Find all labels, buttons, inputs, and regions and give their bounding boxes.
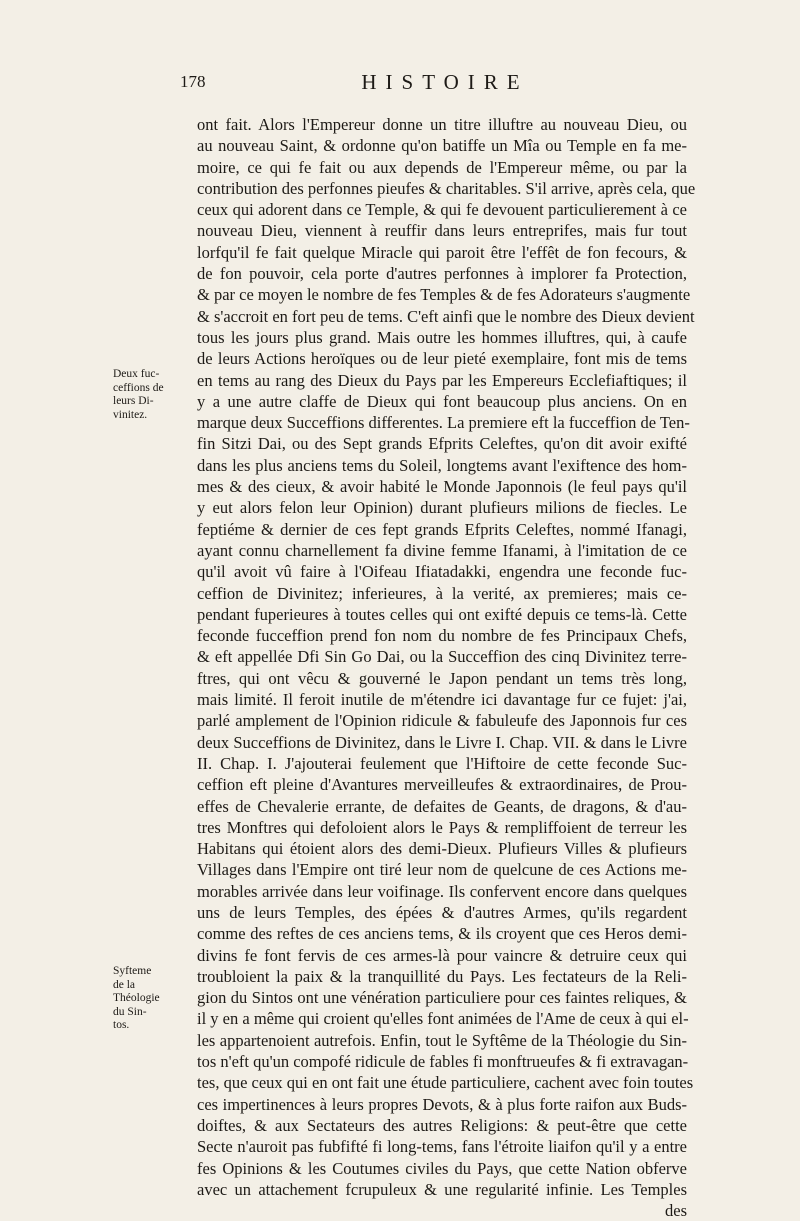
text-line: comme des reftes de ces anciens tems, & ils croyent que ces Heros demi- — [197, 924, 687, 944]
text-line: au nouveau Saint, & ordonne qu'on batiffe un Mîa ou Temple en fa me- — [197, 136, 687, 156]
text-line: fin Sitzi Dai, ou des Sept grands Efprits Celeftes, qu'on dit avoir exifté — [197, 434, 687, 454]
text-line: marque deux Succeffions differentes. La premiere eft la fucceffion de Ten- — [197, 413, 690, 433]
margin-note-line: Syfteme — [113, 965, 152, 977]
text-line: qu'il avoit vû faire à l'Oifeau Ifiatadakki, engendra une feconde fuc- — [197, 562, 687, 582]
margin-note-line: Deux fuc- — [113, 368, 160, 380]
text-line: mais limité. Il feroit inutile de m'étendre ici davantage fur ce fujet: j'ai, — [197, 690, 687, 710]
margin-note-line: tos. — [113, 1019, 130, 1032]
text-line: ceffion de Divinitez; inferieures, à la verité, ax premieres; mais ce- — [197, 583, 687, 603]
text-line: Villages dans l'Empire ont tiré leur nom de quelcune de ces Actions me- — [197, 860, 687, 880]
text-line: ayant connu charnellement fa divine femme Ifanami, à l'imitation de ce — [197, 540, 687, 560]
text-line: & par ce moyen le nombre de fes Temples & de fes Adorateurs s'augmente — [197, 285, 691, 305]
text-line: les appartenoient autrefois. Enfin, tout le Syftême de la Théologie du Sin- — [197, 1030, 687, 1050]
text-line: y eut alors felon leur Opinion) durant plufieurs milions de fiecles. Le — [197, 498, 687, 518]
text-line: moire, ce qui fe fait ou aux depends de l'Empereur même, ou par la — [197, 157, 687, 177]
text-line: gion du Sintos ont une vénération particuliere pour ces faintes reliques, & — [197, 988, 687, 1008]
text-line: feptiéme & dernier de ces fept grands Efprits Celeftes, nommé Ifanagi, — [197, 519, 687, 539]
text-line: il y en a même qui croient qu'elles font animées de l'Ame de ceux à qui el- — [197, 1009, 689, 1029]
text-line: troubloient la paix & la tranquillité du Pays. Les fectateurs de la Reli- — [197, 966, 687, 986]
page-header — [180, 70, 710, 98]
text-line: ces impertinences à leurs propres Devots, & à plus forte raifon aux Buds- — [197, 1094, 687, 1114]
text-line: deux Succeffions de Divinitez, dans le Livre I. Chap. VII. & dans le Livre — [197, 732, 687, 752]
text-line: Secte n'auroit pas fubfifté fi long-tems, fans l'étroite liaifon qu'il y a entre — [197, 1137, 687, 1157]
margin-note-line: de la — [113, 978, 136, 991]
text-line: tous les jours plus grand. Mais outre les hommes illuftres, qui, à caufe — [197, 327, 687, 347]
text-line: y a une autre claffe de Dieux qui font beaucoup plus anciens. On en — [197, 391, 687, 411]
margin-note-deux-successions — [113, 368, 193, 422]
margin-note-line: Théologie — [113, 992, 160, 1005]
text-line: tes, que ceux qui en ont fait une étude particuliere, cachent avec foin toutes — [197, 1073, 694, 1093]
text-line: doiftes, & aux Sectateurs des autres Religions: & peut-être que cette — [197, 1115, 687, 1135]
text-line: des — [665, 1201, 687, 1221]
margin-note-line: du Sin- — [113, 1005, 147, 1018]
text-line: fes Opinions & les Coutumes civiles du Pays, que cette Nation obferve — [197, 1158, 687, 1178]
text-line: ceffion eft pleine d'Avantures merveilleufes & extraordinaires, de Prou- — [197, 775, 687, 795]
text-line: contribution des perfonnes pieufes & charitables. S'il arrive, après cela, que — [197, 178, 696, 198]
text-line: de fon pouvoir, cela porte d'autres perfonnes à implorer fa Protection, — [197, 264, 687, 284]
body-text — [197, 114, 696, 1221]
text-line: Habitans qui étoient alors des demi-Dieux. Plufieurs Villes & plufieurs — [197, 839, 687, 859]
text-line: tres Monftres qui defoloient alors le Pays & rempliffoient de terreur les — [197, 817, 687, 837]
text-line: avec un attachement fcrupuleux & une regularité infinie. Les Temples — [197, 1179, 687, 1199]
text-line: parlé amplement de l'Opinion ridicule & fabuleufe des Japonnois fur ces — [197, 711, 687, 731]
margin-note-line: leurs Di- — [113, 395, 154, 408]
text-line: pendant fuperieures à toutes celles qui ont exifté depuis ce tems-là. Cette — [197, 604, 687, 624]
running-title: HISTOIRE — [361, 70, 529, 94]
page-number: 178 — [180, 72, 206, 91]
text-line: morables arrivée dans leur voifinage. Ils confervent encore dans quelques — [197, 881, 687, 901]
margin-note-line: vinitez. — [113, 408, 148, 421]
text-line: en tems au rang des Dieux du Pays par les Empereurs Ecclefiaftiques; il — [197, 370, 687, 390]
text-line: & s'accroit en fort peu de tems. C'eft ainfi que le nombre des Dieux devient — [197, 306, 695, 326]
text-line: feconde fucceffion prend fon nom du nombre de fes Principaux Chefs, — [197, 626, 687, 646]
text-line: mes & des cieux, & avoir habité le Monde Japonnois (le feul pays qu'il — [197, 477, 687, 497]
text-line: nouveau Dieu, viennent à reuffir dans leurs entreprifes, mais fur tout — [197, 221, 687, 241]
text-line: ont fait. Alors l'Empereur donne un titre illuftre au nouveau Dieu, ou — [197, 115, 687, 134]
text-line: divins fe font fervis de ces armes-là pour vaincre & detruire ceux qui — [197, 945, 687, 965]
text-line: & eft appellée Dfi Sin Go Dai, ou la Succeffion des cinq Divinitez terre- — [197, 647, 687, 667]
text-line: ceux qui adorent dans ce Temple, & qui fe devouent particulierement à ce — [197, 200, 687, 220]
text-line: ftres, qui ont vêcu & gouverné le Japon pendant un tems très long, — [197, 668, 687, 688]
text-line: effes de Chevalerie errante, de defaites de Geants, de dragons, & d'au- — [197, 796, 687, 816]
margin-note-line: ceffions de — [113, 381, 164, 394]
text-line: lorfqu'il fe fait quelque Miracle qui paroit être l'effêt de fon fecours, & — [197, 242, 687, 262]
text-line: II. Chap. I. J'ajouterai feulement que l'Hiftoire de cette feconde Suc- — [197, 753, 687, 773]
text-line: uns de leurs Temples, des épées & d'autres Armes, qu'ils regardent — [197, 902, 687, 922]
margin-note-systeme-theologie — [113, 965, 193, 1033]
text-line: tos n'eft qu'un compofé ridicule de fables fi monftrueufes & fi extravagan- — [197, 1052, 689, 1072]
text-line: de leurs Actions heroïques ou de leur pieté exemplaire, font mis de tems — [197, 349, 687, 369]
text-line: dans les plus anciens tems du Soleil, longtems avant l'exiftence des hom- — [197, 455, 687, 475]
